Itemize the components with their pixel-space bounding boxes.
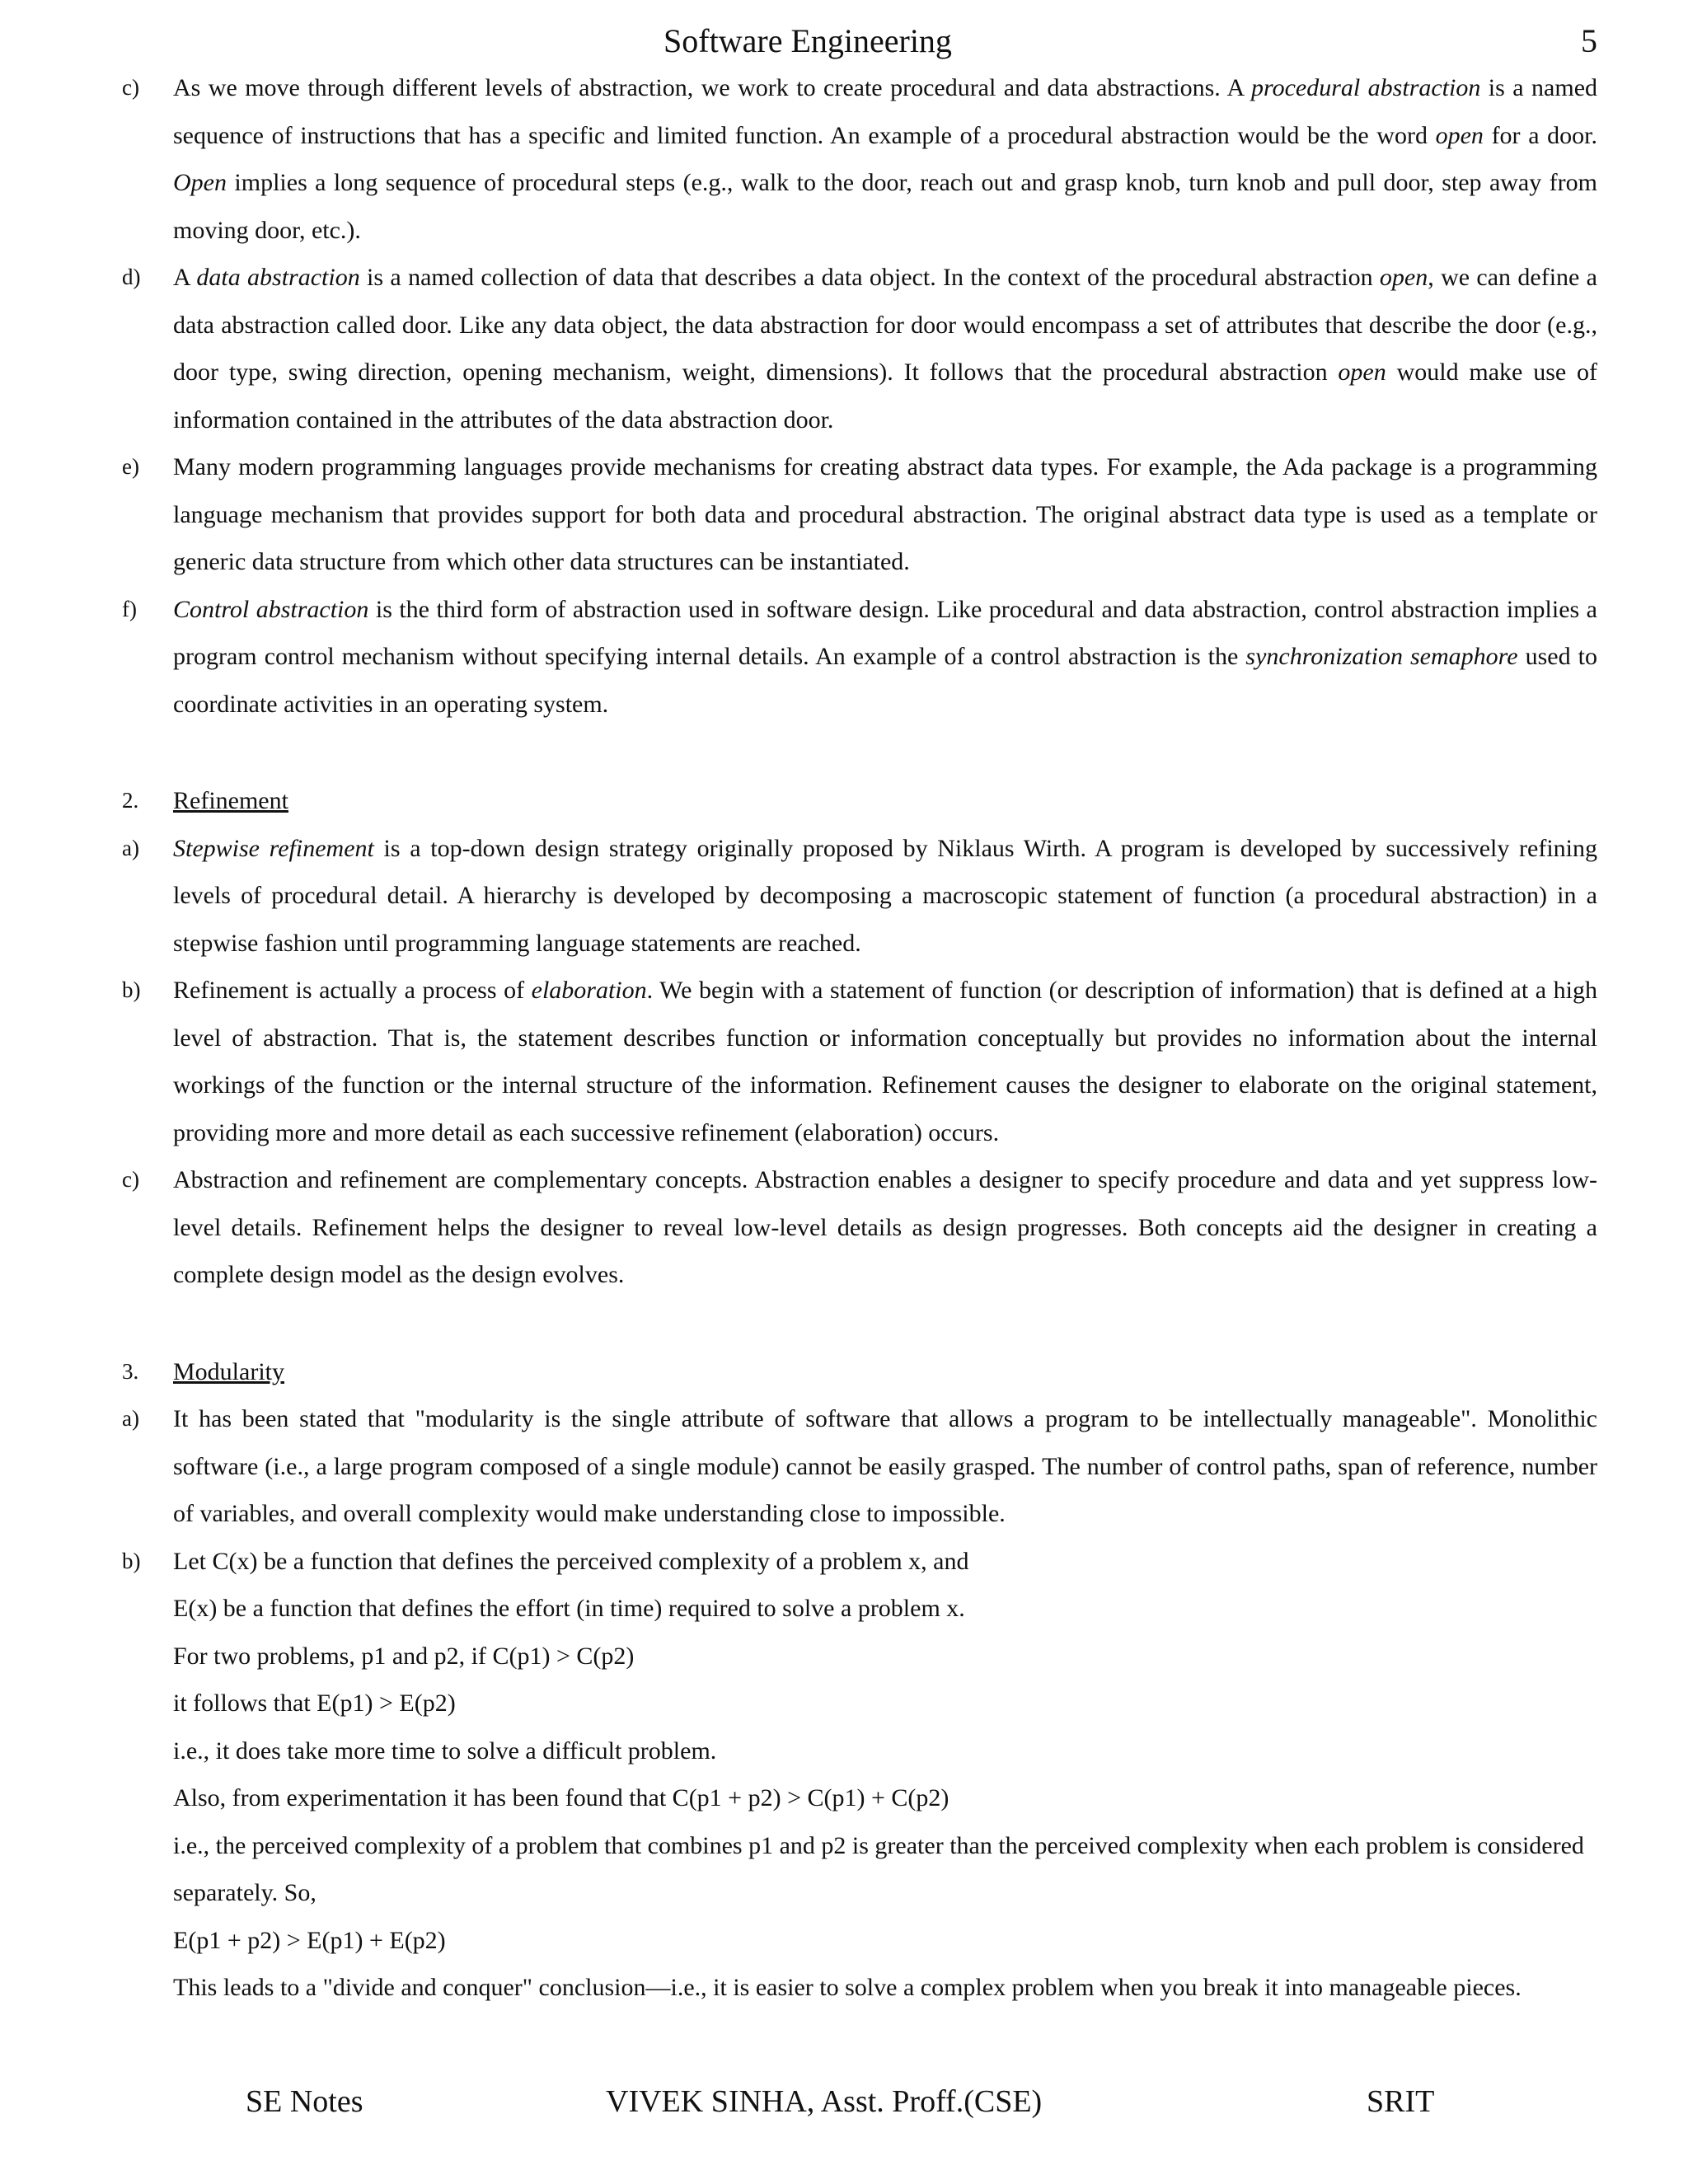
footer-author: VIVEK SINHA, Asst. Proff.(CSE) bbox=[606, 2084, 1043, 2119]
text-run: . We begin with a statement of function (or description of information) that is defined at a high level of abstraction. That is, the statement describes function or information conceptually but provides no information about the internal workings of the function or the internal structure of the information. Refinement causes the designer to elaborate on the original statement, providing more and more detail as each successive refinement (elaboration) occurs. bbox=[173, 977, 1597, 1146]
emphasized-term: Open bbox=[173, 169, 227, 196]
list-item bbox=[122, 967, 1597, 1156]
list-marker: 3. bbox=[122, 1358, 139, 1384]
text-run: Abstraction and refinement are complementary concepts. Abstraction enables a designer to specify procedure and data and yet suppress low-level details. Refinement helps the designer to reveal low-level details as design progresses. Both concepts aid the designer in creating a complete design model as the design evolves. bbox=[173, 1166, 1597, 1288]
text-run: Modularity bbox=[173, 1357, 284, 1385]
list-marker: b) bbox=[122, 977, 141, 1002]
document-title: Software Engineering bbox=[663, 22, 952, 59]
section-title bbox=[173, 1348, 1597, 1396]
emphasized-term: data abstraction bbox=[196, 264, 360, 291]
list-item bbox=[122, 443, 1597, 586]
text-run: is a top-down design strategy originally proposed by Niklaus Wirth. A program is developed by successively refining levels of procedural detail. A hierarchy is developed by decomposing a macroscopic statement of function (a procedural abstraction) in a stepwise fashion until programming language statements are reached. bbox=[173, 834, 1597, 957]
paragraph-text bbox=[173, 586, 1597, 729]
text-run: As we move through different levels of abstraction, we work to create procedural and data abstractions. A bbox=[173, 74, 1252, 101]
equation-line: i.e., it does take more time to solve a difficult problem. bbox=[173, 1736, 717, 1765]
text-run: Many modern programming languages provide mechanisms for creating abstract data types. For example, the Ada package is a programming language mechanism that provides support for both data and procedural abstraction. The original abstract data type is used as a template or generic data structure from which other data structures can be instantiated. bbox=[173, 453, 1597, 575]
text-run: used to coordinate activities in an operating system. bbox=[173, 643, 1597, 718]
text-run: A bbox=[173, 264, 197, 291]
section-heading bbox=[122, 777, 1597, 825]
footer-notes-label: SE Notes bbox=[246, 2084, 363, 2119]
list-item bbox=[122, 1538, 1597, 1586]
list-item bbox=[122, 254, 1597, 443]
footer-institution: SRIT bbox=[1367, 2084, 1435, 2119]
paragraph-text bbox=[173, 64, 1597, 254]
paragraph-text bbox=[173, 443, 1597, 586]
list-item bbox=[122, 1156, 1597, 1299]
section-title bbox=[173, 777, 1597, 825]
emphasized-term: elaboration bbox=[531, 977, 647, 1004]
text-run: is a named sequence of instructions that has a specific and limited function. An example of a procedural abstraction would be the word bbox=[173, 74, 1598, 149]
text-run: It has been stated that "modularity is the single attribute of software that allows a program to be intellectually manageable". Monolithic software (i.e., a large program composed of a single module) cannot be easily grasped. The number of control paths, span of reference, number of variables, and overall complexity would make understanding close to impossible. bbox=[173, 1405, 1597, 1527]
emphasized-term: open bbox=[1379, 264, 1428, 291]
equation-line: For two problems, p1 and p2, if C(p1) > C(p2) bbox=[173, 1642, 635, 1670]
emphasized-term: synchronization semaphore bbox=[1245, 643, 1518, 670]
list-marker: d) bbox=[122, 265, 141, 289]
emphasized-term: open bbox=[1435, 121, 1484, 149]
paragraph-text bbox=[173, 254, 1597, 443]
text-run: implies a long sequence of procedural steps (e.g., walk to the door, reach out and grasp knob, turn knob and pull door, step away from moving door, etc.). bbox=[173, 169, 1597, 244]
document-body bbox=[122, 64, 1597, 2012]
text-run: is a named collection of data that describes a data object. In the context of the procedural abstraction bbox=[359, 264, 1380, 291]
equation-line: E(x) be a function that defines the effort (in time) required to solve a problem x. bbox=[173, 1595, 965, 1622]
section-heading bbox=[122, 1348, 1597, 1396]
emphasized-term: Stepwise refinement bbox=[173, 834, 374, 862]
list-marker: f) bbox=[122, 596, 137, 621]
paragraph-text bbox=[173, 825, 1597, 968]
paragraph-text bbox=[173, 1156, 1597, 1299]
equation-line: E(p1 + p2) > E(p1) + E(p2) bbox=[173, 1926, 446, 1954]
equation-line: This leads to a "divide and conquer" conclusion—i.e., it is easier to solve a complex problem when you break it into manageable pieces. bbox=[173, 1974, 1522, 2001]
text-run: Refinement bbox=[173, 787, 288, 814]
list-marker: c) bbox=[122, 1167, 139, 1192]
paragraph-text bbox=[173, 1538, 1597, 1586]
text-run: , we can define a data abstraction called door. Like any data object, the data abstraction for door would encompass a set of attributes that describe the door (e.g., door type, swing direction, opening mechanism, weight, dimensions). It follows that the procedural abstraction bbox=[173, 264, 1598, 386]
emphasized-term: procedural abstraction bbox=[1251, 74, 1481, 101]
emphasized-term: open bbox=[1338, 359, 1386, 386]
list-item bbox=[122, 64, 1597, 254]
list-marker: 2. bbox=[122, 788, 139, 813]
page-header bbox=[0, 18, 1688, 64]
equation-line: i.e., the perceived complexity of a problem that combines p1 and p2 is greater than the perceived complexity when each problem is considered separately. So, bbox=[173, 1831, 1584, 1906]
paragraph-text bbox=[173, 967, 1597, 1156]
page-footer bbox=[0, 2083, 1688, 2125]
list-marker: a) bbox=[122, 835, 139, 860]
text-run: would make use of information contained in the attributes of the data abstraction door. bbox=[173, 359, 1597, 434]
emphasized-term: Control abstraction bbox=[173, 595, 369, 623]
text-run: Refinement is actually a process of bbox=[173, 977, 532, 1004]
equation-line: Also, from experimentation it has been found that C(p1 + p2) > C(p1) + C(p2) bbox=[173, 1784, 950, 1811]
equation-line: it follows that E(p1) > E(p2) bbox=[173, 1690, 456, 1717]
list-item bbox=[122, 586, 1597, 729]
text-run: for a door. bbox=[1483, 121, 1597, 149]
paragraph-text bbox=[173, 1395, 1597, 1538]
list-marker: e) bbox=[122, 454, 139, 479]
text-run: Let C(x) be a function that defines the perceived complexity of a problem x, and bbox=[173, 1547, 969, 1575]
list-item bbox=[122, 825, 1597, 968]
list-marker: b) bbox=[122, 1548, 141, 1573]
list-item bbox=[122, 1395, 1597, 1538]
page-number: 5 bbox=[1581, 22, 1597, 59]
text-run: is the third form of abstraction used in software design. Like procedural and data abstraction, control abstraction implies a program control mechanism without specifying internal details. An example of a control abstraction is the bbox=[173, 595, 1597, 670]
list-marker: a) bbox=[122, 1406, 139, 1431]
list-marker: c) bbox=[122, 75, 139, 100]
